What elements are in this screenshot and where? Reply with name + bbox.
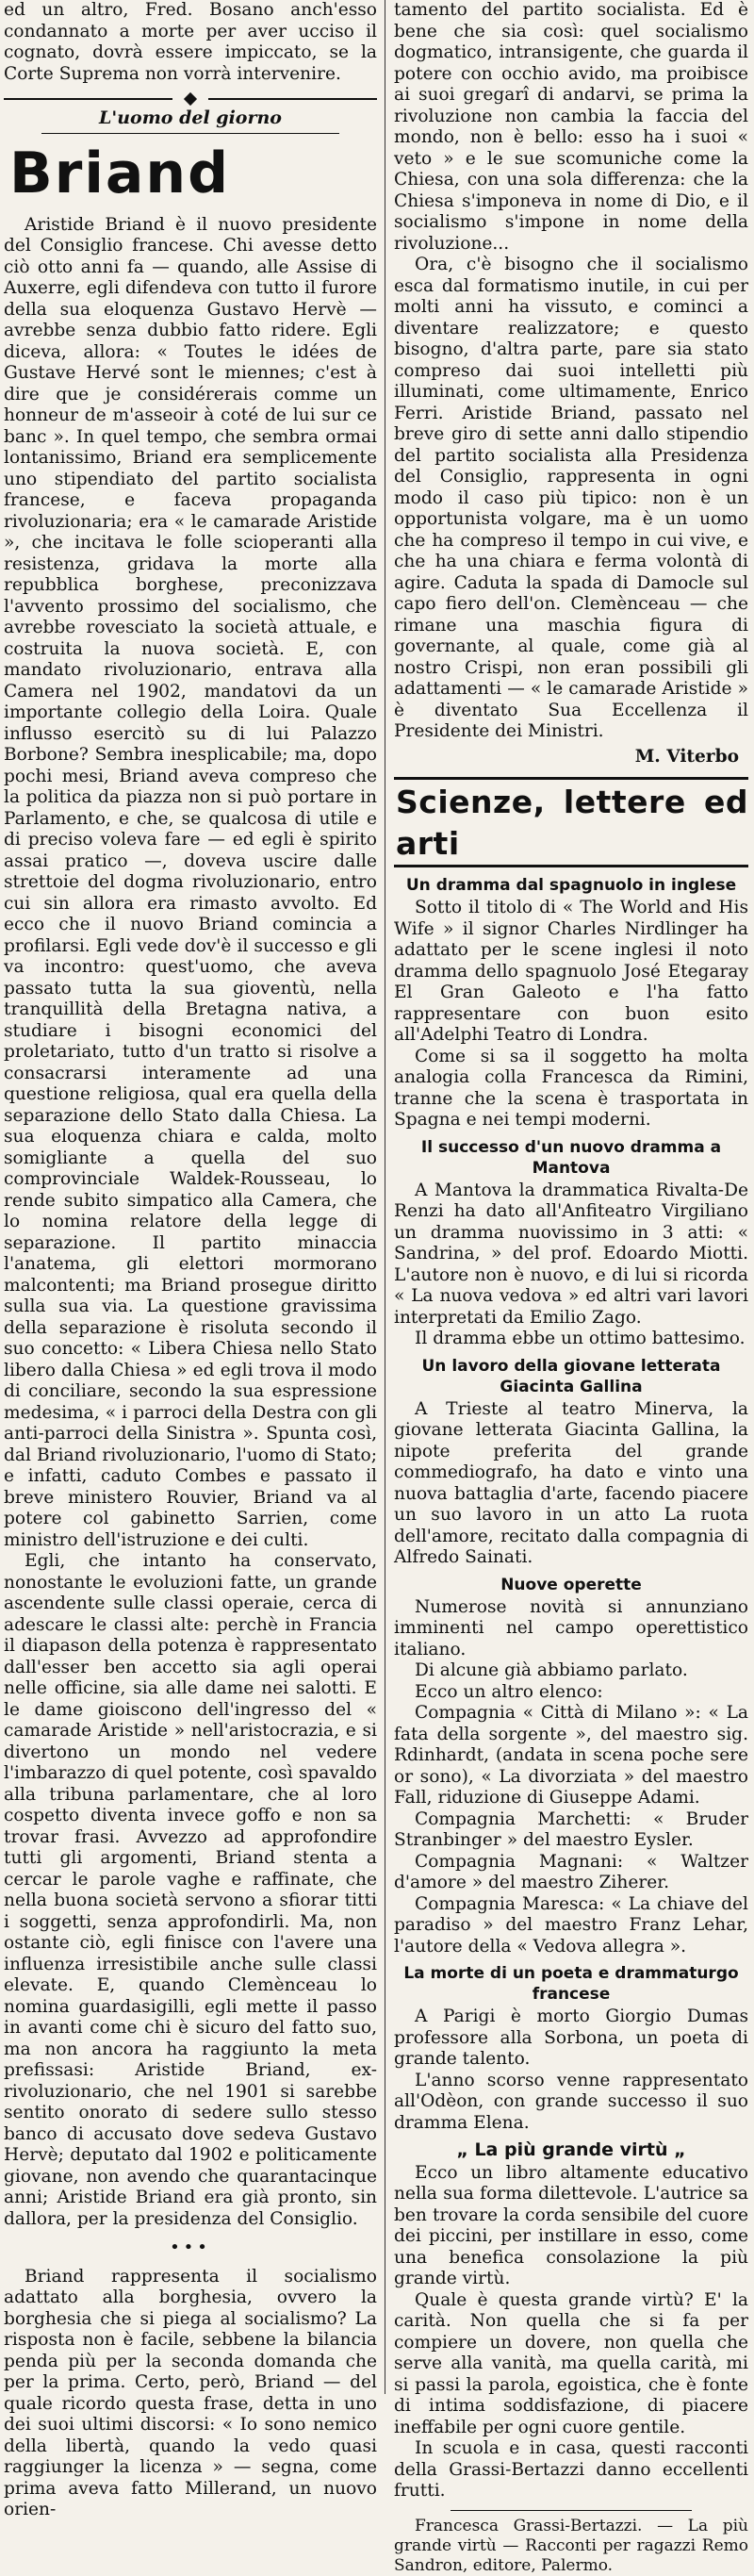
review-paragraph: Quale è questa grande virtù? E' la carità. Non quella che si fa per compiere un dovere, non quella che serve alla vanità, ma quella carità, mi si passi la parola, egoistica, che è fonte di intima soddisfazione, di piacere ineffabile per ogni cuore gentile. — [394, 2289, 748, 2437]
ornament-line — [4, 98, 172, 100]
section-separator: ••• — [170, 2237, 211, 2257]
article-paragraph: Ora, c'è bisogno che il socialismo esca dal formatismo inutile, in cui per molti anni ha vissuto, e cominci a diventare realizzatore; e questo bisogno, d'altra parte, pare sia stato compreso dai suoi intelletti più illuminati, come ultimamente, Enrico Ferri. Aristide Briand, passato nel breve giro di sette anni dallo stipendio del partito socialista alla Presidenza del Consiglio, rappresenta in ogni modo il caso più tipico: non è un opportunista volgare, ma è un uomo che ha compreso il tempo in cui vive, e che ha una chiara e ferma volontà di agire. Caduta la spada di Damocle sul capo fiero dell'on. Clemènceau — che rimane una maschia figura di governante, al quale, come già al nostro Crispi, non eran possibili gli adattamenti — « le camarade Aristide » è diventato Sua Eccellenza il Presidente dei Ministri. — [394, 255, 748, 741]
list-item: Compagnia Maresca: « La chiave del paradiso » del maestro Franz Lehar, l'autore della « Vedova allegra ». — [394, 1893, 748, 1957]
lead-in-text: ed un altro, Fred. Bosano anch'esso condannato a morte per aver ucciso il cognato, dovrà essere impiccato, se la Corte Suprema non vorrà intervenire. — [4, 0, 377, 84]
article-paragraph: Briand rappresenta il socialismo adattato alla borghesia, ovvero la borghesia che si piega al socialismo? La risposta non è facile, sebbene la bilancia penda più per la seconda domanda che per la prima. Certo, però, Briand — del quale ricordo questa frase, detta in uno dei suoi ultimi discorsi: « Io sono nemico della libertà, quando la vedo quasi raggiunger la licenza » — segna, come prima aveva fatto Millerand, un nuovo orien- — [4, 2266, 377, 2519]
article-paragraph: Egli, che intanto ha conservato, nonostante le evoluzioni fatte, un grande ascendente sulle classi operaie, cerca di adescare le classi alte: perchè in Francia il diapason della potenza è rappresentato dall'esser ben accetto sia agli operai nelle officine, sia alle dame nei salotti. E le dame gioiscono dell'ingresso del « camarade Aristide » nell'aristocrazia, e si divertono un mondo nel vedere l'imbarazzo di quel potente, così spavaldo alla tribuna parlamentare, che al loro cospetto diventa invece goffo e non sa trovar frasi. Avvezzo ad approfondire tutti gli argomenti, Briand stenta a cercar le parole vaghe e raffinate, che nella buona società servono a sfiorar titti i soggetti, senza approfondirli. Ma, non ostante ciò, egli finisce con l'avere una influenza irresistibile anche sulle classi elevate. E, quando Clemènceau lo nomina guardasigilli, egli mette il passo in avanti come chi è sicuro del fatto suo, ma non ancora ha raggiunto la meta prefissasi: Aristide Briand, ex-rivoluzionario, che nel 1901 si sarebbe sentito onorato di sedere sullo stesso banco di accusato dove sedeva Gustavo Hervè; deputato dal 1902 e politicamente giovane, non avendo che quarantacinque anni; Aristide Briand era già pronto, sin dallora, per la presidenza del Consiglio. — [4, 1551, 377, 2229]
author-signature: M. Viterbo — [634, 746, 739, 767]
list-item: Compagnia Magnani: « Waltzer d'amore » del maestro Ziherer. — [394, 1851, 748, 1892]
article-continuation: tamento del partito socialista. Ed è bene che sia così: quel socialismo dogmatico, intransigente, che guarda il potere con occhio avido, ma proibisce ai suoi gregarî di andarvi, se prima la rivoluzione non cambia la faccia del mondo, non è bello: esso ha i suoi « veto » e le sue scomuniche come la Chiesa, con una sola differenza: che la Chiesa s'imponeva in nome di Dio, e il socialismo s'impone in nome della rivoluzione... — [394, 0, 748, 254]
news-text: L'anno scorso venne rappresentato all'Odèon, con grande successo il suo dramma Elena. — [394, 2070, 748, 2133]
news-text: Di alcune già abbiamo parlato. — [415, 1660, 688, 1680]
book-review-title: „ La più grande virtù „ — [456, 2139, 686, 2160]
news-heading: Un dramma dal spagnuolo in inglese — [405, 876, 737, 895]
article-paragraph: Aristide Briand è il nuovo presidente del Consiglio francese. Chi avesse detto ciò otto anni fa — quando, alle Assise di Auxerre, egli difendeva con tutto il furore della sua eloquenza Gustavo Hervè — avrebbe senza dubbio fatto ridere. Egli diceva, allora: « Toutes le idées de Gustave Hervé sont le miennes; c'est à dire que je considérerais comme un honneur de m'asseoir à coté de lui sur ce banc ». In quel tempo, che sembra ormai lontanissimo, Briand era semplicemente uno stipendiato del partito socialista francese, e faceva propaganda rivoluzionaria; era « le camarade Aristide », che incitava le folle scioperanti alla resistenza, gridava la morte alla repubblica borghese, preconizzava l'avvento prossimo del socialismo, che avrebbe rovesciato la società attuale, e costruita la nuova società. E, con mandato rivoluzionario, entrava alla Camera nel 1902, mandatovi da un importante collegio della Loira. Quale influsso esercitò su di lui Palazzo Borbone? Sembra inesplicabile; ma, dopo pochi mesi, Briand aveva compreso che la politica da piazza non si può portare in Parlamento, e che, se qualcosa di utile e di preciso voleva fare — ed egli è spirito assai pratico —, doveva uscire dalle strettoie del dogma rivoluzionario, entro cui sin allora era rimasto avvolto. Ed ecco che il nuovo Briand comincia a profilarsi. Egli vede dov'è il successo e gli va incontro: quest'uomo, che aveva passato tutta la sua gioventù, nella tranquillità della Bretagna nativa, a studiare i bisogni economici del proletariato, tutto d'un tratto si risolve a consacrarsi interamente ad una questione religiosa, qual era quella della separazione dello Stato dalla Chiesa. La sua eloquenza chiara e calda, molto somigliante a quella del suo comprovinciale Waldek-Rousseau, lo rende subito simpatico alla Camera, che lo nomina relatore della legge di separazione. Il partito minaccia l'anatema, gli elettori mormorano malcontenti; ma Briand prosegue diritto sulla sua via. La questione gravissima della separazione è risoluta secondo il suo concetto: « Libera Chiesa nello Stato libero dalla Chiesa » ed egli trova il modo di conciliare, secondo la sua espressione medesima, « i parroci della Destra con gli anti-parroci della Sinistra ». Spunta così, dal Briand rivoluzionario, l'uomo di Stato; e infatti, caduto Combes e passato il breve ministero Rouvier, Briand va al potere col gabinetto Sarrien, come ministro dell'istruzione e dei culti. — [4, 214, 377, 1550]
news-text: Ecco un altro elenco: — [415, 1681, 603, 1702]
news-text: A Trieste al teatro Minerva, la giovane letterata Giacinta Gallina, la nipote preferita del grande commediografo, ha dato e vinto una nuova battaglia d'arte, facendo piacere un suo lavoro in un atto La ruota dell'amore, recitato dalla compagnia di Alfredo Sainati. — [394, 1398, 748, 1567]
article-masthead: Briand — [9, 140, 231, 206]
column-rubric: L'uomo del giorno — [99, 107, 282, 128]
rubric-rule — [41, 133, 339, 134]
ornament-line — [208, 98, 377, 100]
left-column — [4, 0, 377, 2519]
right-column — [394, 0, 748, 2575]
book-credit: Francesca Grassi-Bertazzi. — La più grande virtù — Racconti per ragazzi Remo Sandron, editore, Palermo. — [394, 2516, 748, 2575]
news-heading: Il successo d'un nuovo dramma a Mantova — [420, 1137, 722, 1178]
news-text: Numerose novità si annunziano imminenti nel campo operettistico italiano. — [394, 1596, 748, 1660]
news-text: A Parigi è morto Giorgio Dumas professore alla Sorbona, un poeta di grande talento. — [394, 2006, 748, 2069]
review-paragraph: In scuola e in casa, questi racconti della Grassi-Bertazzi danno eccellenti frutti. — [394, 2438, 748, 2501]
news-text: Come si sa il soggetto ha molta analogia colla Francesca da Rimini, tranne che la scena è trasportata in Spagna e nei tempi moderni. — [394, 1046, 748, 1130]
news-heading: Nuove operette — [500, 1575, 642, 1594]
news-heading: Un lavoro della giovane letterata Giacinta Gallina — [421, 1356, 721, 1396]
list-item: Compagnia Marchetti: « Bruder Stranbinger » del maestro Eysler. — [394, 1808, 748, 1850]
ornament-divider — [4, 94, 377, 104]
credit-rule — [451, 2510, 692, 2511]
news-text: A Mantova la drammatica Rivalta-De Renzi ha dato all'Anfiteatro Virgiliano un dramma nuovissimo in 3 atti: « Sandrina, » del prof. Edoardo Miotti. L'autore non è nuovo, e di lui si ricorda « La nuova vedova » ed altri vari lavori interpretati da Emilio Zago. — [394, 1180, 748, 1328]
section-banner: Scienze, lettere ed arti — [394, 777, 748, 867]
news-text: Sotto il titolo di « The World and His Wife » il signor Charles Nirdlinger ha adattato per le scene inglesi il noto dramma dello spagnuolo José Etegaray El Gran Galeoto e l'ha fatto rappresentare con buon esito all'Adelphi Teatro di Londra. — [394, 898, 748, 1045]
news-heading: La morte di un poeta e drammaturgo francese — [403, 1964, 739, 2004]
ornament-diamond-icon — [184, 92, 197, 106]
news-text: Il dramma ebbe un ottimo battesimo. — [415, 1329, 746, 1348]
list-item: Compagnia « Città di Milano »: « La fata della sorgente », del maestro sig. Rdinhardt, (andata in scena poche sere or sono), « La divorziata » del maestro Fall, riduzione di Giuseppe Adami. — [394, 1703, 748, 1808]
review-paragraph: Ecco un libro altamente educativo nella sua forma dilettevole. L'autrice sa ben trovare la corda sensibile del cuore dei piccini, per instillare in esso, come una benefica consolazione la più grande virtù. — [394, 2162, 748, 2288]
